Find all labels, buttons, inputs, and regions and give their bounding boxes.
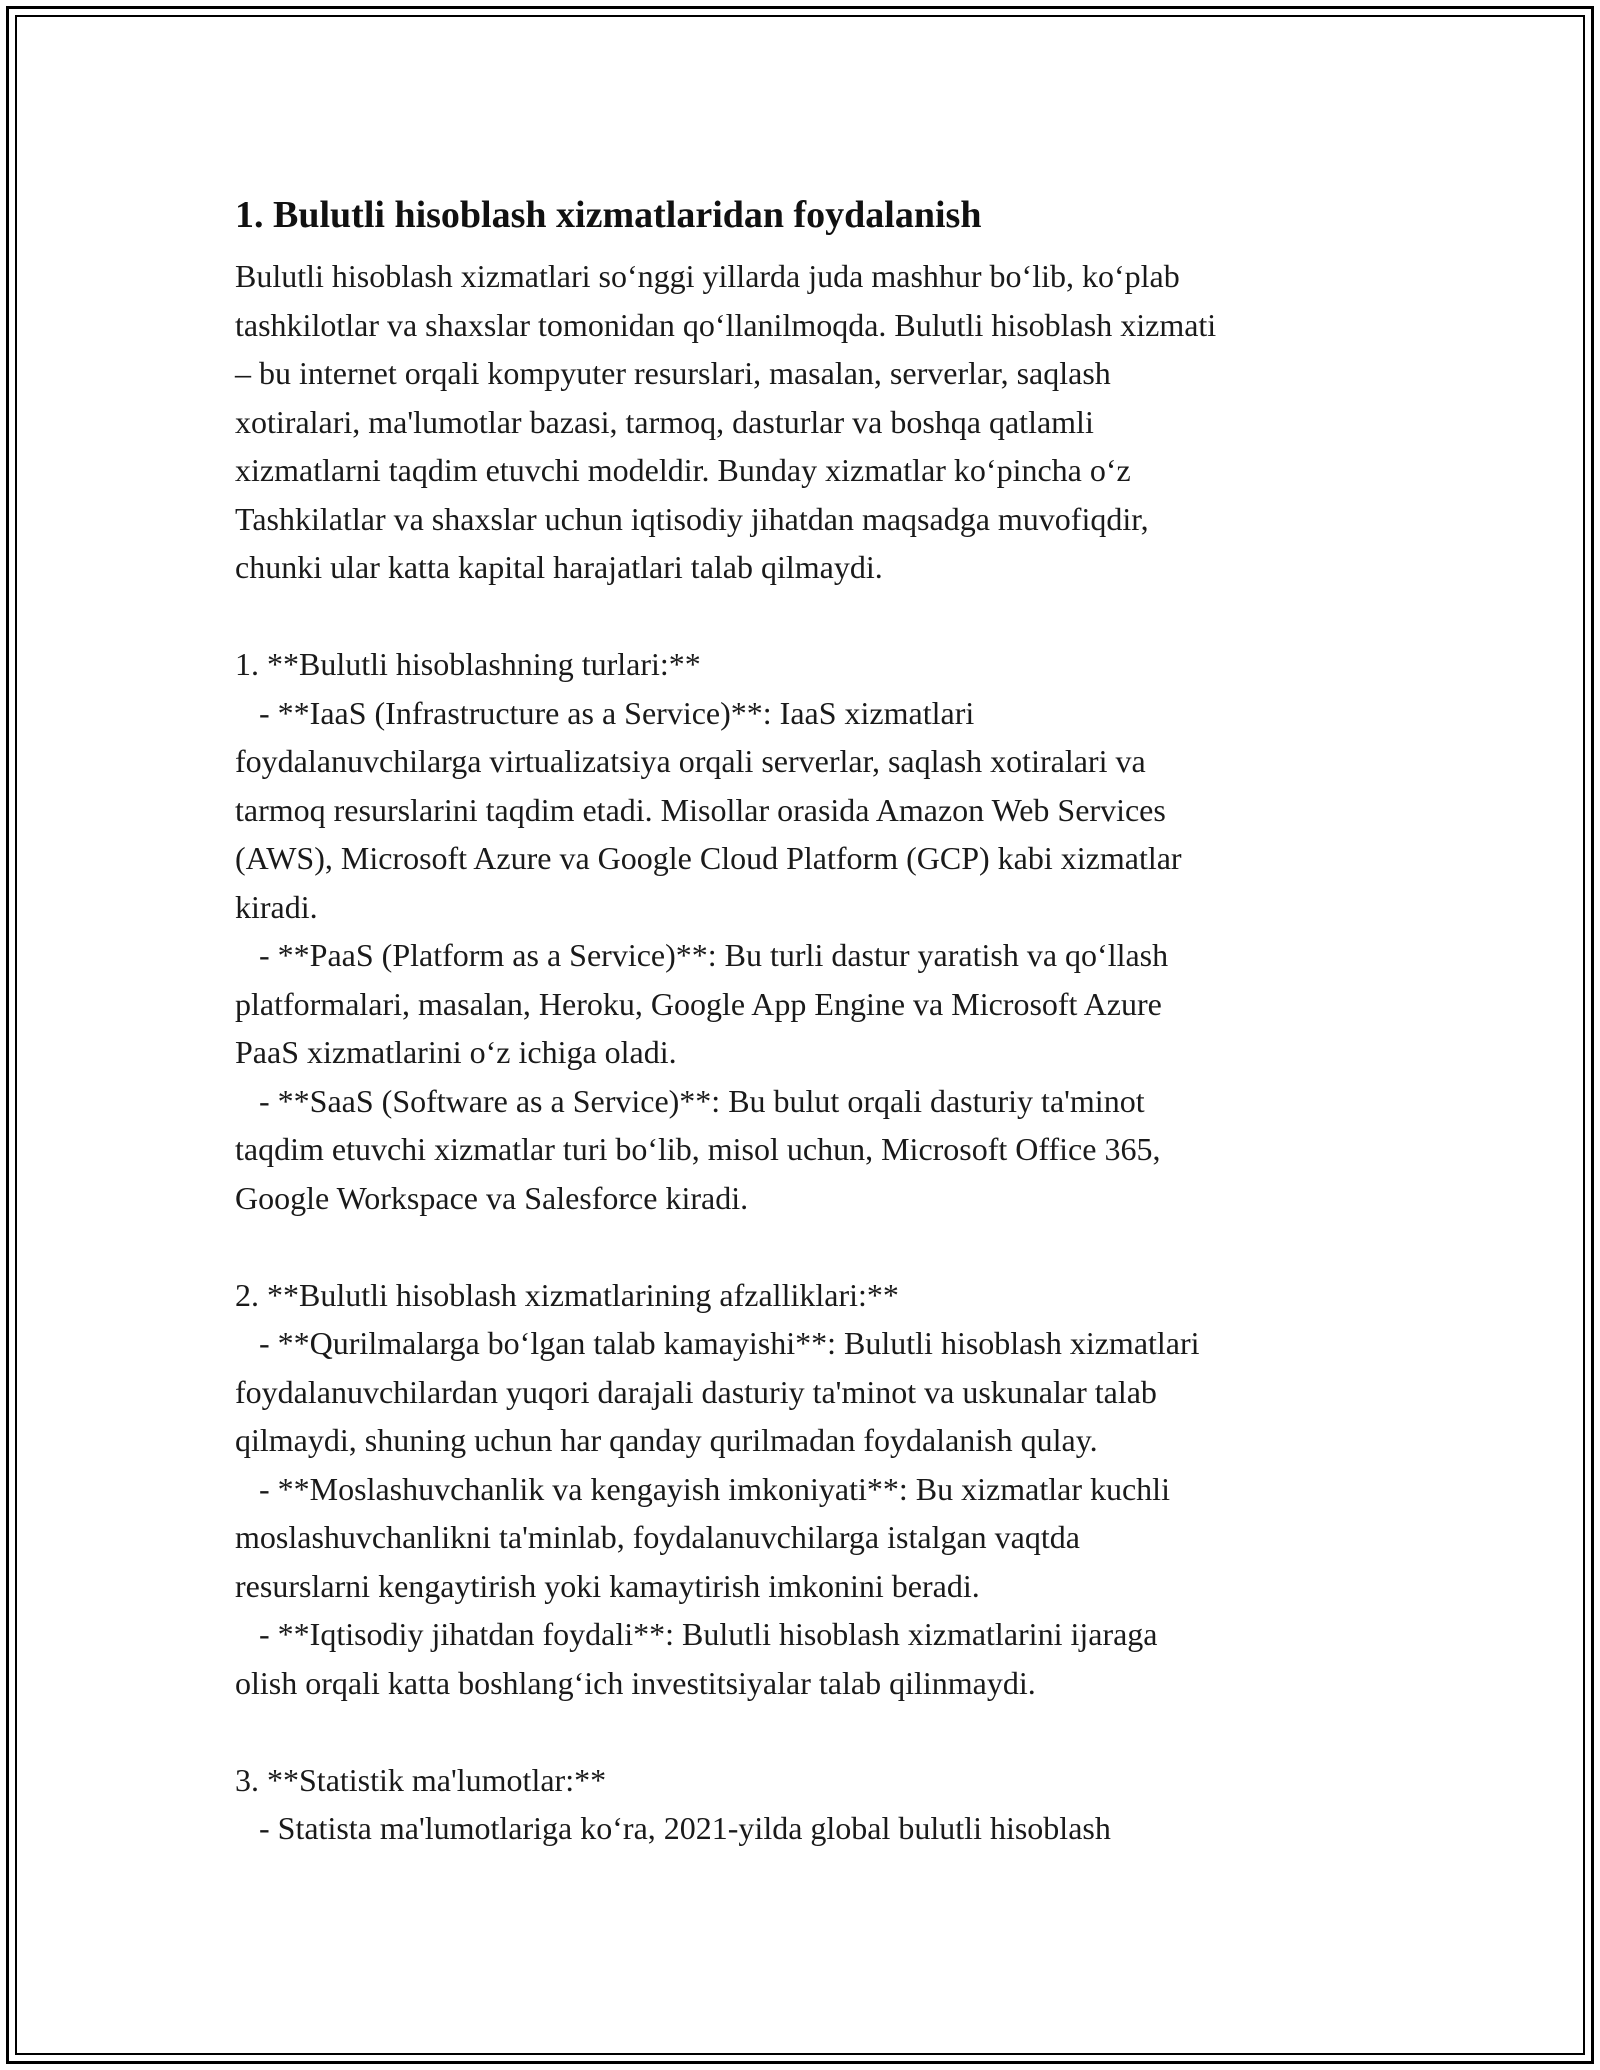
paragraph-gap: [235, 592, 1385, 641]
list-item-line: foydalanuvchilardan yuqori darajali dasturiy ta'minot va uskunalar talab: [235, 1373, 1157, 1410]
section-advantages: [235, 1271, 1385, 1708]
list-item-line: moslashuvchanlikni ta'minlab, foydalanuvchilarga istalgan vaqtda: [235, 1519, 1080, 1555]
paragraph-line: tashkilotlar va shaxslar tomonidan qo‘llanilmoqda. Bulutli hisoblash xizmati: [235, 306, 1217, 343]
list-item-line: taqdim etuvchi xizmatlar turi bo‘lib, misol uchun, Microsoft Office 365,: [235, 1131, 1161, 1167]
list-item-line: - **SaaS (Software as a Service)**: Bu bulut orqali dasturiy ta'minot: [235, 1082, 1145, 1119]
list-item-line: PaaS xizmatlarini o‘z ichiga oladi.: [235, 1034, 677, 1070]
list-item-line: tarmoq resurslarini taqdim etadi. Misollar orasida Amazon Web Services: [235, 791, 1166, 828]
section-statistics: [235, 1756, 1385, 1853]
paragraph-gap: [235, 1222, 1385, 1271]
section-title-line: 1. **Bulutli hisoblashning turlari:**: [235, 646, 701, 682]
document-content: [235, 182, 1385, 1853]
paragraph-line: xotiralari, ma'lumotlar bazasi, tarmoq, dasturlar va boshqa qatlamli: [235, 403, 1094, 440]
list-item-line: resurslarni kengaytirish yoki kamaytirish imkonini beradi.: [235, 1567, 980, 1604]
list-item-line: foydalanuvchilarga virtualizatsiya orqali serverlar, saqlash xotiralari va: [235, 743, 1146, 779]
list-item-line: - **PaaS (Platform as a Service)**: Bu turli dastur yaratish va qo‘llash: [235, 937, 1169, 973]
paragraph-line: Bulutli hisoblash xizmatlari so‘nggi yillarda juda mashhur bo‘lib, ko‘plab: [235, 258, 1180, 294]
paragraph-line: chunki ular katta kapital harajatlari talab qilmaydi.: [235, 549, 883, 585]
section-cloud-types: [235, 640, 1385, 1222]
paragraph-gap: [235, 1707, 1385, 1756]
intro-paragraph: [235, 252, 1385, 592]
document-heading: 1. Bulutli hisoblash xizmatlaridan foydalanish: [235, 194, 982, 236]
paragraph-line: xizmatlarni taqdim etuvchi modeldir. Bunday xizmatlar ko‘pincha o‘z: [235, 452, 1131, 488]
list-item-line: - **Iqtisodiy jihatdan foydali**: Bulutli hisoblash xizmatlarini ijaraga: [235, 1616, 1158, 1652]
list-item-line: platformalari, masalan, Heroku, Google App Engine va Microsoft Azure: [235, 985, 1162, 1022]
list-item-line: (AWS), Microsoft Azure va Google Cloud Platform (GCP) kabi xizmatlar: [235, 840, 1182, 876]
list-item-line: Google Workspace va Salesforce kiradi.: [235, 1179, 749, 1216]
list-item-line: - Statista ma'lumotlariga ko‘ra, 2021-yilda global bulutli hisoblash: [235, 1810, 1111, 1846]
section-title-line: 2. **Bulutli hisoblash xizmatlarining afzalliklari:**: [235, 1276, 899, 1313]
list-item-line: - **Moslashuvchanlik va kengayish imkoniyati**: Bu xizmatlar kuchli: [235, 1470, 1170, 1507]
paragraph-line: – bu internet orqali kompyuter resurslari, masalan, serverlar, saqlash: [235, 355, 1111, 391]
list-item-line: - **IaaS (Infrastructure as a Service)**: IaaS xizmatlari: [235, 694, 975, 731]
list-item-line: olish orqali katta boshlang‘ich investitsiyalar talab qilinmaydi.: [235, 1664, 1036, 1701]
list-item-line: kiradi.: [235, 888, 318, 925]
list-item-line: qilmaydi, shuning uchun har qanday qurilmadan foydalanish qulay.: [235, 1422, 1098, 1458]
paragraph-line: Tashkilatlar va shaxslar uchun iqtisodiy jihatdan maqsadga muvofiqdir,: [235, 500, 1149, 537]
list-item-line: - **Qurilmalarga bo‘lgan talab kamayishi**: Bulutli hisoblash xizmatlari: [235, 1325, 1200, 1361]
section-title-line: 3. **Statistik ma'lumotlar:**: [235, 1761, 607, 1798]
